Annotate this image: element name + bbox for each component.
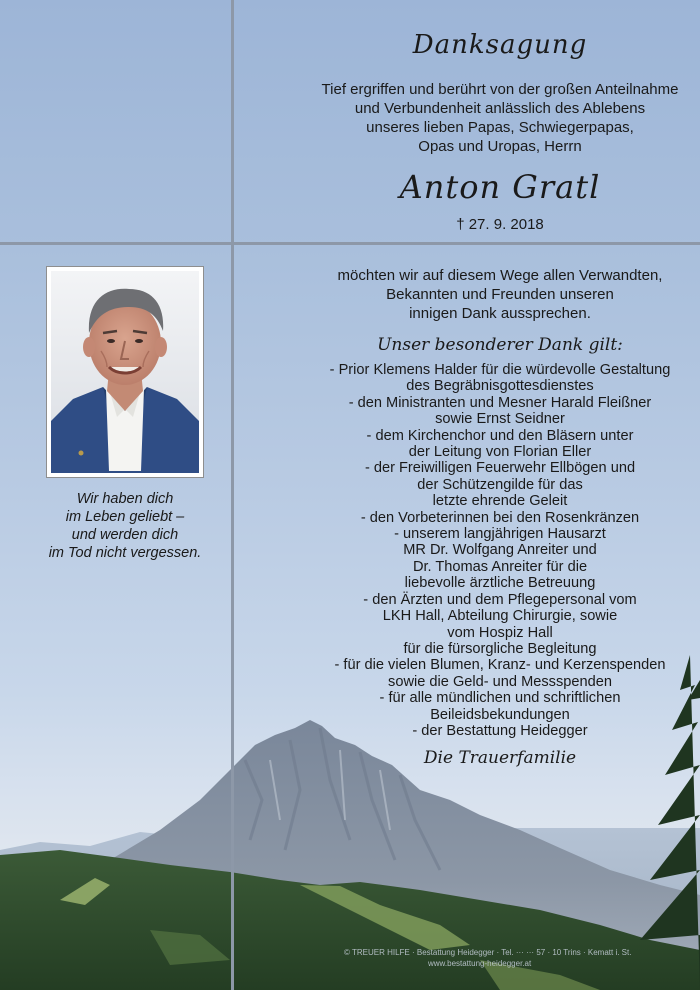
list-item: letzte ehrende Geleit (432, 493, 568, 510)
quote-line: Wir haben dich (76, 491, 174, 507)
signoff: Die Trauerfamilie (423, 748, 577, 768)
list-item: - Prior Klemens Halder für die würdevolle Gestaltung (329, 362, 671, 378)
portrait-frame (46, 266, 204, 478)
list-item: vom Hospiz Hall (447, 624, 553, 641)
footer-imprint (344, 948, 700, 968)
intro-line: Opas und Uropas, Herrn (418, 138, 582, 155)
deceased-name: Anton Gratl (399, 168, 601, 206)
list-item: LKH Hall, Abteilung Chirurgie, sowie (382, 608, 618, 625)
list-item: sowie Ernst Seidner (435, 411, 565, 428)
special-thanks-list (300, 362, 700, 739)
quote-line: und werden dich (71, 527, 179, 543)
cross-horizontal-beam (0, 242, 700, 245)
quote-line: im Leben geliebt – (65, 509, 185, 525)
list-item: für die fürsorgliche Begleitung (403, 640, 597, 657)
list-item: - für alle mündlichen und schriftlichen (379, 690, 621, 707)
heading: Danksagung (412, 30, 588, 60)
list-item: sowie die Geld- und Messspenden (388, 673, 612, 690)
thanks-line: innigen Dank aussprechen. (409, 305, 591, 322)
footer-line: © TREUER HILFE · Bestattung Heidegger · Tel. ··· ··· 57 · 10 Trins · Kematt i. St. (344, 948, 632, 957)
intro-line: und Verbundenheit anlässlich des Ablebens (354, 100, 646, 117)
memorial-quote (20, 490, 230, 562)
list-item: liebevolle ärztliche Betreuung (404, 575, 596, 592)
list-item: Beileidsbekundungen (430, 706, 570, 723)
list-item: - den Vorbeterinnen bei den Rosenkränzen (360, 509, 640, 526)
list-item: der Leitung von Florian Eller (408, 444, 592, 461)
intro-text (300, 80, 700, 156)
list-item: - dem Kirchenchor und den Bläsern unter (366, 427, 634, 444)
list-item: der Schützengilde für das (417, 476, 583, 493)
list-item: - unserem langjährigen Hausarzt (394, 526, 606, 543)
thanks-text (300, 266, 700, 323)
list-item: - den Ministranten und Mesner Harald Fleißner (348, 394, 652, 411)
list-item: - den Ärzten und dem Pflegepersonal vom (363, 591, 637, 608)
intro-line: Tief ergriffen und berührt von der großen Anteilnahme (321, 81, 679, 98)
portrait-photo (51, 271, 199, 473)
list-item: MR Dr. Wolfgang Anreiter und (403, 542, 597, 559)
footer-url: www.bestattung-heidegger.at (428, 959, 532, 968)
list-item: - der Bestattung Heidegger (412, 722, 588, 739)
list-item: Dr. Thomas Anreiter für die (412, 558, 588, 575)
thanks-line: möchten wir auf diesem Wege allen Verwandten, (337, 267, 663, 284)
special-thanks-heading: Unser besonderer Dank gilt: (377, 335, 623, 355)
cross-vertical-beam (231, 0, 234, 990)
list-item: des Begräbnisgottesdienstes (406, 378, 594, 395)
thanks-line: Bekannten und Freunden unseren (386, 286, 614, 303)
death-date: † 27. 9. 2018 (456, 216, 544, 233)
list-item: - für die vielen Blumen, Kranz- und Kerzenspenden (334, 657, 666, 674)
quote-line: im Tod nicht vergessen. (48, 545, 202, 561)
list-item: - der Freiwilligen Feuerwehr Ellbögen und (364, 460, 636, 477)
intro-line: unseres lieben Papas, Schwiegerpapas, (366, 119, 634, 136)
